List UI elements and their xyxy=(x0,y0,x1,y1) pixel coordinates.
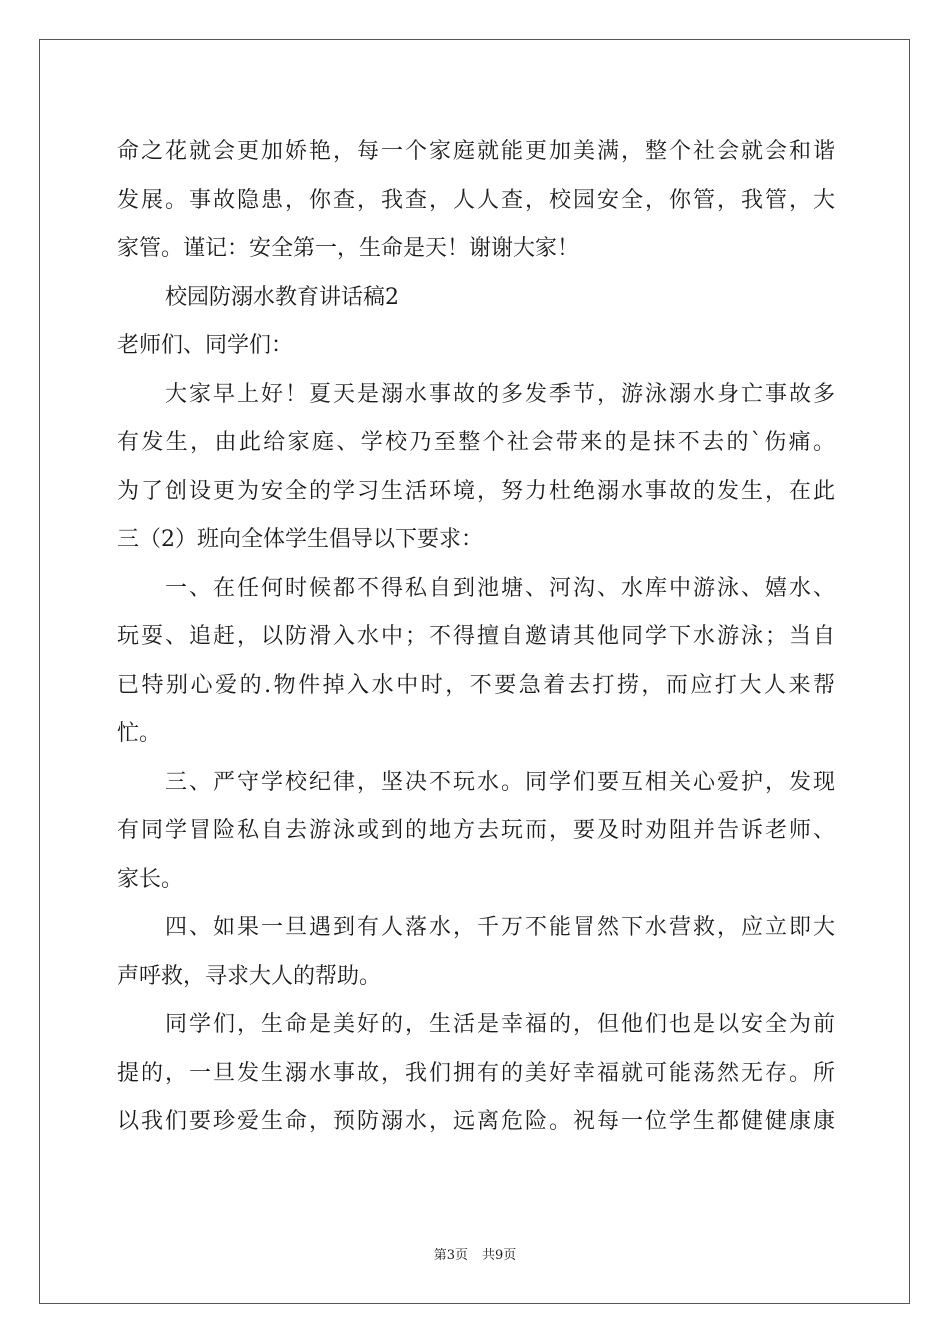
text-line: 家管。谨记：安全第一，生命是天！谢谢大家！ xyxy=(117,236,580,261)
text-line: 声呼救，寻求大人的帮助。 xyxy=(117,963,382,989)
text-line: 三、严守学校纪律，坚决不玩水。同学们要互相关心爱护，发现 xyxy=(165,769,835,795)
text-line: 忙。 xyxy=(117,721,162,746)
text-line: 同学们，生命是美好的，生活是幸福的，但他们也是以安全为前 xyxy=(165,1012,835,1037)
text-line: 三（2）班向全体学生倡导以下要求： xyxy=(117,527,483,552)
text-line: 有同学冒险私自去游泳或到的地方去玩而，要及时劝阻并告诉老师、 xyxy=(117,818,835,843)
page-footer xyxy=(0,1244,950,1263)
text-line: 提的，一旦发生溺水事故，我们拥有的美好幸福就可能荡然无存。所 xyxy=(117,1060,835,1086)
text-line: 发展。事故隐患，你查，我查，人人查，校园安全，你管，我管，大 xyxy=(117,187,835,213)
current-page-label: 第3页 xyxy=(433,1248,468,1263)
text-line: 大家早上好！夏天是溺水事故的多发季节，游泳溺水身亡事故多 xyxy=(165,381,835,407)
text-line: 校园防溺水教育讲话稿2 xyxy=(165,284,399,310)
document-body xyxy=(117,128,835,1147)
text-line: 家长。 xyxy=(117,866,184,892)
text-line: 四、如果一旦遇到有人落水，千万不能冒然下水营救，应立即大 xyxy=(165,915,835,940)
text-line: 命之花就会更加娇艳，每一个家庭就能更加美满，整个社会就会和谐 xyxy=(117,139,835,164)
text-line: 有发生，由此给家庭、学校乃至整个社会带来的是抹不去的`伤痛。 xyxy=(117,430,835,455)
text-line: 一、在任何时候都不得私自到池塘、河沟、水库中游泳、嬉水、 xyxy=(165,575,835,601)
text-line: 已特别心爱的.物件掉入水中时，不要急着去打捞，而应打大人来帮 xyxy=(117,672,835,698)
text-line: 老师们、同学们： xyxy=(117,333,294,358)
total-pages-label: 共9页 xyxy=(482,1248,517,1263)
text-line: 玩耍、追赶，以防滑入水中；不得擅自邀请其他同学下水游泳；当自 xyxy=(117,624,835,649)
text-line: 以我们要珍爱生命，预防溺水，远离危险。祝每一位学生都健健康康 xyxy=(117,1109,835,1134)
text-line: 为了创设更为安全的学习生活环境，努力杜绝溺水事故的发生，在此 xyxy=(117,478,835,504)
